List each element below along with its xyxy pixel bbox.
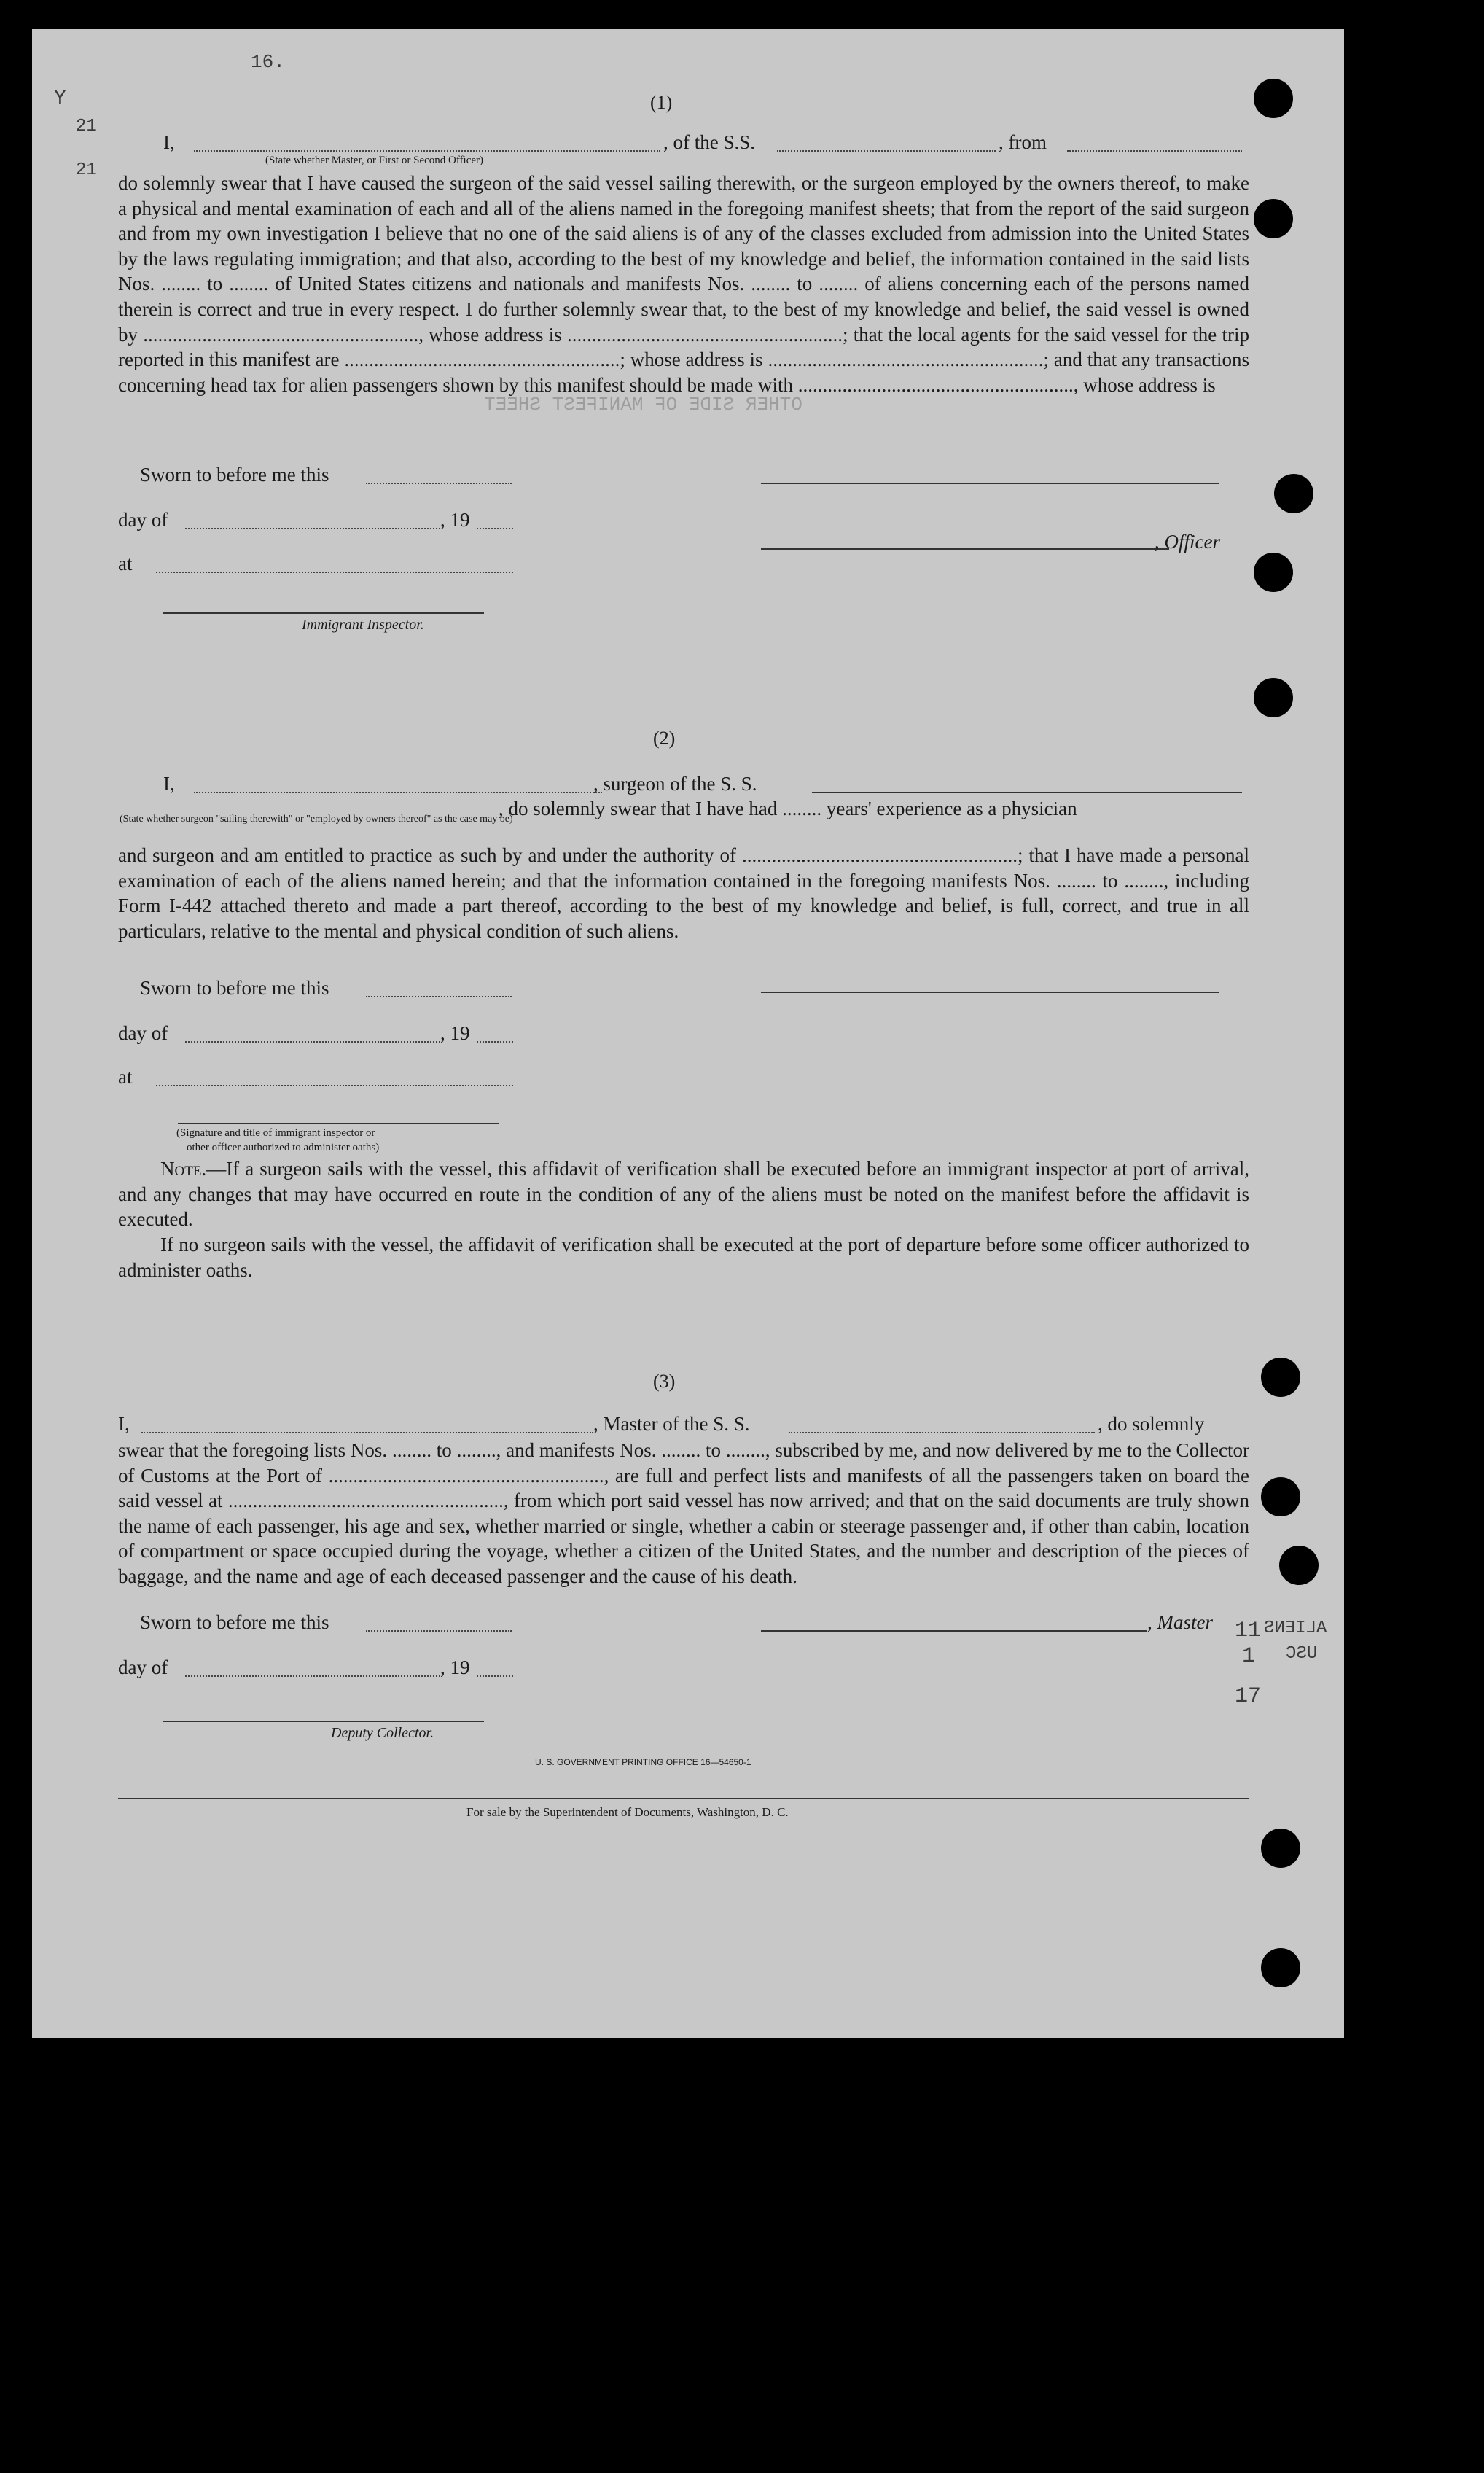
section-2-note-label: Note. [160, 1158, 207, 1180]
section-3-master: , Master of the S. S. [593, 1413, 750, 1435]
section-3-body: swear that the foregoing lists Nos. ........ to ........, and manifests Nos. ........ to ........, subscribed by me, and now delivered by me to the Collector of Customs at the Port of ........................................................, are full and perfect lists and manifests of all the passengers taken on board the said vessel at ........................................................, from which port said vessel has now arrived; and that on the said documents are truly shown the name of each passenger, his age and sex, whether married or single, whether a cabin or steerage passenger and, if other than cabin, location of compartment or space occupied during the voyage, whether a citizen of the United States, and the number and description of the pieces of baggage, and the name and age of each deceased passenger and the cause of his death. [118, 1439, 1249, 1587]
section-3-sworn: Sworn to before me this [140, 1611, 329, 1633]
margin-note-top: 16. [251, 51, 285, 73]
footer-rule [118, 1798, 1249, 1799]
section-1-year-blank [477, 528, 513, 529]
section-2-body: and surgeon and am entitled to practice as such by and under the authority of ........................................................; that I have made a personal examination of each of the aliens named herein; and that the information contained in the foregoing manifests Nos. ........ to ........, including Form I-442 attached thereto and made a part thereof, according to the best of my knowledge and belief, is full, correct, and true in all particulars, relative to the mental and physical condition of such aliens. [118, 844, 1249, 942]
section-3-year-blank [477, 1675, 513, 1677]
margin-note-right-11: 11 [1235, 1619, 1262, 1643]
section-3-day-blank [185, 1675, 440, 1677]
section-3-year: , 19 [440, 1656, 470, 1678]
section-1-number: (1) [650, 92, 673, 113]
gpo-imprint: U. S. GOVERNMENT PRINTING OFFICE 16—54650-1 [535, 1757, 751, 1767]
section-1-officer: , Officer [1155, 531, 1220, 553]
section-1-officer-line [761, 483, 1219, 484]
section-2-sworn-blank [366, 996, 512, 997]
section-2-i: I, [163, 773, 175, 795]
bleed-through-text: OTHER SIDE OF MANIFEST SHEET [484, 394, 802, 416]
section-2-day-blank [185, 1041, 440, 1043]
section-2-name-blank [194, 792, 602, 793]
section-1-of-ss: , of the S.S. [663, 131, 756, 153]
section-1-at: at [118, 553, 133, 575]
section-2-number: (2) [653, 728, 676, 749]
section-1-year: , 19 [440, 509, 470, 531]
section-2-sig-caption-1: (Signature and title of immigrant inspector or [176, 1127, 375, 1139]
section-2-note-text: —If a surgeon sails with the vessel, this affidavit of verification shall be executed before an immigrant inspector at port of arrival, and any changes that may have occurred en route in the condition of any of the aliens must be noted on the manifest before the affidavit is executed. [118, 1158, 1249, 1231]
section-2-inspector-line [178, 1123, 499, 1124]
section-1-day-blank [185, 528, 440, 529]
section-3-name-blank [141, 1432, 593, 1433]
section-1-inspector-line [163, 612, 484, 614]
section-1-officer-sign-line [761, 548, 1169, 550]
section-3-ship-blank [789, 1432, 1095, 1433]
sale-note: For sale by the Superintendent of Documents, Washington, D. C. [466, 1805, 789, 1819]
binder-hole [1254, 553, 1293, 592]
section-1-body: do solemnly swear that I have caused the surgeon of the said vessel sailing therewith, or the surgeon employed by the owners thereof, to make a physical and mental examination of each and all of the aliens named in the foregoing manifest sheets; that from the report of the said surgeon and from my own investigation I believe that no one of the said aliens is of any of the classes excluded from admission into the United States by the laws regulating immigration; and that also, according to the best of my knowledge and belief, the information contained in the said lists Nos. ........ to ........ of United States citizens and nationals and manifests Nos. ........ to ........ of aliens concerning each of the persons named therein is correct and true in every respect. I do further solemnly swear that, to the best of my knowledge and belief, the said vessel is owned by ........................................................, whose address is ........................................................; that the local agents for the said vessel for the trip reported in this manifest are ........................................................; whose address is ........................................................; and that any transactions concerning head tax for alien passengers shown by this manifest should be made with ........................................................, whose address is [118, 172, 1249, 396]
margin-note-right-17: 17 [1235, 1684, 1262, 1709]
section-1-sworn: Sworn to before me this [140, 464, 329, 486]
section-2-sworn: Sworn to before me this [140, 977, 329, 999]
section-2-ship-line [812, 792, 1242, 793]
section-2-at: at [118, 1066, 133, 1088]
section-3-master-label: , Master [1147, 1611, 1213, 1633]
margin-note-left-2: 21 [76, 160, 97, 180]
binder-hole [1279, 1546, 1319, 1585]
section-2-year: , 19 [440, 1022, 470, 1044]
section-3-day-of: day of [118, 1656, 168, 1678]
section-3-sworn-blank [366, 1630, 512, 1632]
section-2-note-2: If no surgeon sails with the vessel, the affidavit of verification shall be executed at the port of departure before some officer authorized to administer oaths. [118, 1234, 1249, 1281]
section-2-year-blank [477, 1041, 513, 1043]
section-2-note [118, 1156, 1249, 1232]
section-1-inspector: Immigrant Inspector. [302, 617, 424, 633]
section-3-number: (3) [653, 1371, 676, 1392]
section-2-day-of: day of [118, 1022, 168, 1044]
section-3-end: , do solemnly [1098, 1413, 1205, 1435]
section-1-at-blank [156, 572, 513, 573]
section-3-deputy: Deputy Collector. [331, 1725, 434, 1741]
margin-note-right-aliens: ALIENS [1264, 1619, 1327, 1638]
binder-hole [1274, 474, 1313, 513]
section-2-caption: (State whether surgeon "sailing therewith" or "employed by owners thereof" as the case may be) [120, 814, 513, 825]
section-2-swear: , do solemnly swear that I have had ........ years' experience as a physician [499, 798, 1077, 819]
section-2-surgeon: , surgeon of the S. S. [593, 773, 757, 795]
section-2-sign-line [761, 992, 1219, 993]
section-2-at-blank [156, 1085, 513, 1086]
binder-hole [1254, 678, 1293, 717]
binder-hole [1254, 79, 1293, 118]
binder-hole [1261, 1829, 1300, 1868]
margin-note-right-1: 1 [1242, 1644, 1256, 1669]
margin-note-left-1: 21 [76, 117, 97, 136]
section-3-i: I, [118, 1413, 130, 1435]
section-1-from-blank [1067, 150, 1242, 152]
section-3-master-line [761, 1630, 1147, 1632]
document-sheet [32, 29, 1344, 2038]
binder-hole [1261, 1477, 1300, 1516]
binder-hole [1261, 1948, 1300, 1987]
section-1-day-of: day of [118, 509, 168, 531]
section-1-sworn-blank [366, 483, 512, 484]
margin-note-top-left: Y [54, 87, 66, 110]
section-1-name-blank [194, 150, 660, 152]
section-2-sig-caption-2: other officer authorized to administer oaths) [187, 1142, 380, 1153]
margin-note-right-usc: USC [1286, 1644, 1318, 1664]
section-1-i: I, [163, 131, 175, 153]
section-1-from: , from [999, 131, 1047, 153]
binder-hole [1261, 1358, 1300, 1397]
section-1-ship-blank [777, 150, 996, 152]
binder-hole [1254, 199, 1293, 238]
section-3-deputy-line [163, 1721, 484, 1722]
section-1-caption: (State whether Master, or First or Second Officer) [265, 155, 484, 166]
